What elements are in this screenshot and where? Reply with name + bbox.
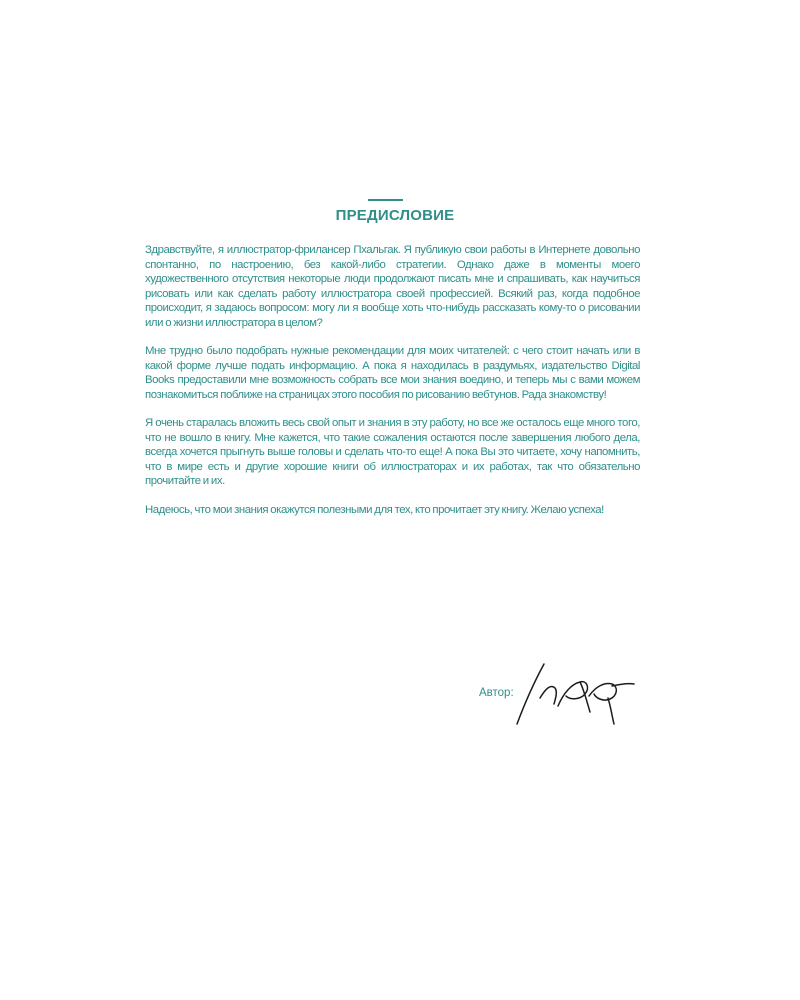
paragraph-3: Я очень старалась вложить весь свой опыт и знания в эту работу, но все же осталось еще много того, что не вошло в книгу. Мне кажется, что такие сожаления остаются после завершения любого дела, всегда хочется прыгнуть выше головы и сделать что-то еще! А пока Вы это читаете, хочу напомнить, что в мире есть и другие хорошие книги об иллюстраторах и их работах, так что обязательно прочитайте и их. <box>145 417 640 487</box>
paragraph-1: Здравствуйте, я иллюстратор-фрилансер Пхальгак. Я публикую свои работы в Интернете довольно спонтанно, по настроению, без какой-либо стратегии. Однако даже в моменты моего художественного отсутствия некоторые люди продолжают писать мне и спрашивать, как научиться рисовать или как сделать работу иллюстратора своей профессией. Всякий раз, когда подобное происходит, я задаюсь вопросом: могу ли я вообще хоть что-нибудь рассказать кому-то о рисовании или о жизни иллюстратора в целом? <box>145 244 640 329</box>
author-label: Автор: <box>479 687 514 699</box>
preface-body <box>145 243 640 531</box>
paragraph-2: Мне трудно было подобрать нужные рекомендации для моих читателей: с чего стоит начать или в какой форме лучше подать информацию. А пока я находилась в раздумьях, издательство Digital Books предоставили мне возможность собрать все мои знания воедино, и теперь мы с вами можем познакомиться поближе на страницах этого пособия по рисованию вебтунов. Рада знакомству! <box>145 345 640 401</box>
paragraph-4: Надеюсь, что мои знания окажутся полезными для тех, кто прочитает эту книгу. Желаю успеха! <box>145 503 604 516</box>
title-rule <box>368 199 403 201</box>
page-title: ПРЕДИСЛОВИЕ <box>335 207 455 224</box>
author-signature <box>510 658 640 733</box>
